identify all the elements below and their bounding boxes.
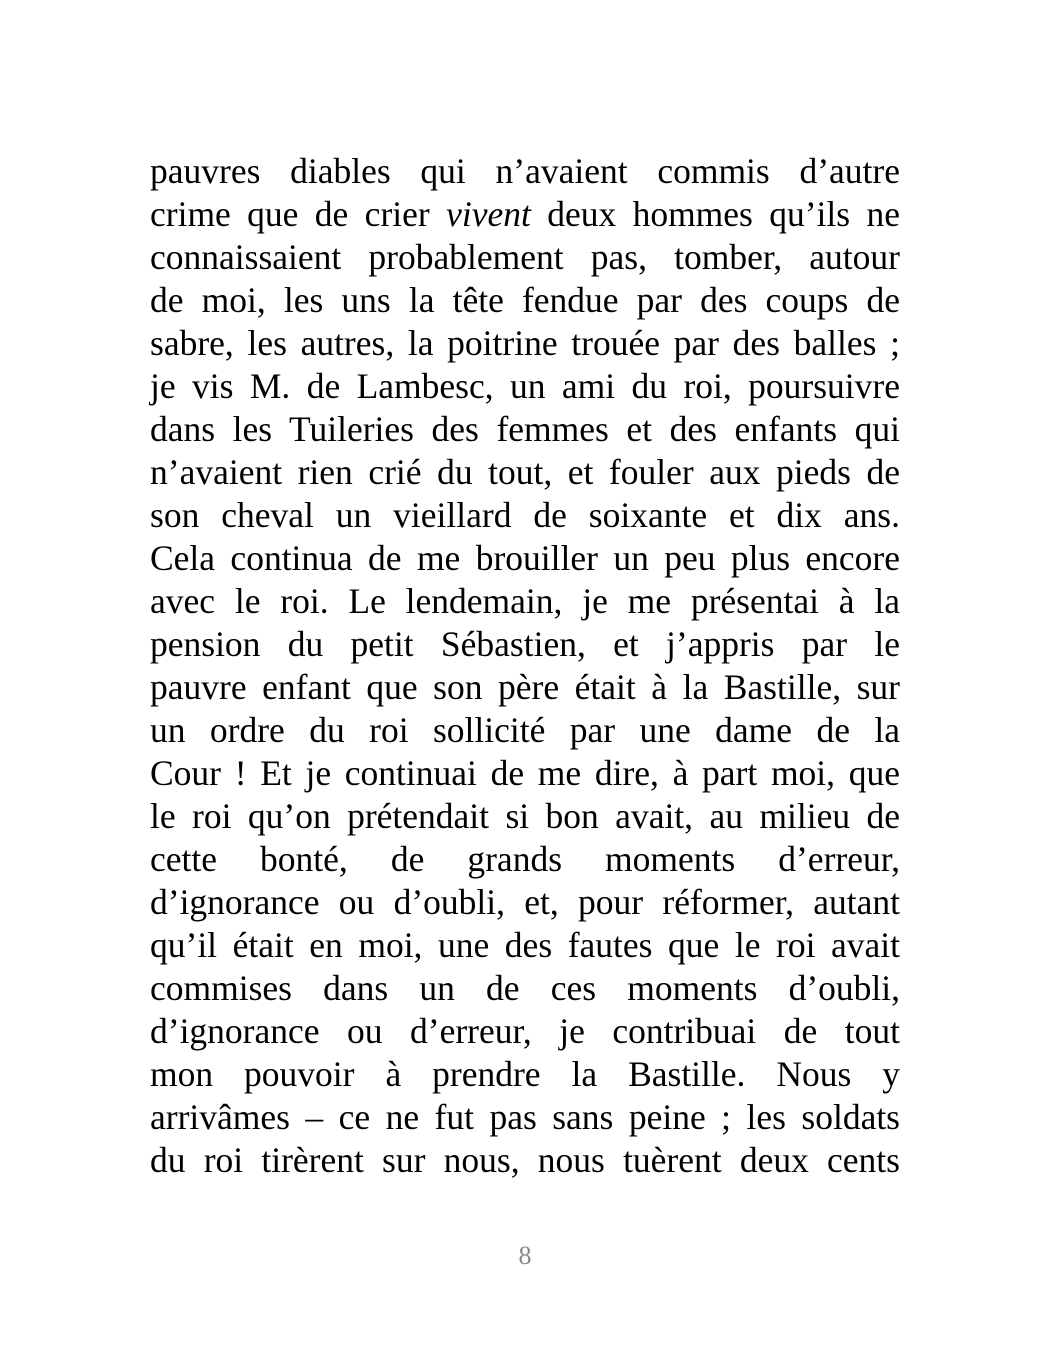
text-line: je vis M. de Lambesc, un ami du roi, poursuivre [150,366,900,406]
text-line: un ordre du roi sollicité par une dame de la [150,710,900,750]
italic-word: vivent [446,194,531,234]
text-line: connaissaient probablement pas, tomber, autour [150,237,900,277]
text-line: Cela continua de me brouiller un peu plus encore [150,538,900,578]
text-line: qu’il était en moi, une des fautes que le roi avait [150,925,900,965]
text-segment: deux hommes qu’ils ne [530,194,900,234]
text-line: commises dans un de ces moments d’oubli, [150,968,900,1008]
text-line: de moi, les uns la tête fendue par des coups de [150,280,900,320]
text-line: Cour ! Et je continuai de me dire, à part moi, que [150,753,900,793]
text-line: n’avaient rien crié du tout, et fouler aux pieds de [150,452,900,492]
text-line: cette bonté, de grands moments d’erreur, [150,839,900,879]
page-number: 8 [518,1241,532,1270]
text-line: pauvres diables qui n’avaient commis d’autre [150,151,900,191]
text-line: le roi qu’on prétendait si bon avait, au milieu de [150,796,900,836]
text-line: du roi tirèrent sur nous, nous tuèrent deux cents [150,1140,900,1180]
text-line: mon pouvoir à prendre la Bastille. Nous y [150,1054,900,1094]
body-text [150,150,900,1182]
text-line: sabre, les autres, la poitrine trouée par des balles ; [150,323,900,363]
text-line [150,193,900,236]
text-line: avec le roi. Le lendemain, je me présentai à la [150,581,900,621]
text-line: arrivâmes – ce ne fut pas sans peine ; les soldats [150,1097,900,1137]
text-line: d’ignorance ou d’erreur, je contribuai de tout [150,1011,900,1051]
text-line: pauvre enfant que son père était à la Bastille, sur [150,667,900,707]
text-line: d’ignorance ou d’oubli, et, pour réformer, autant [150,882,900,922]
text-line: son cheval un vieillard de soixante et dix ans. [150,495,900,535]
text-line: dans les Tuileries des femmes et des enfants qui [150,409,900,449]
text-segment: crime que de crier [150,194,447,234]
text-line: pension du petit Sébastien, et j’appris par le [150,624,900,664]
